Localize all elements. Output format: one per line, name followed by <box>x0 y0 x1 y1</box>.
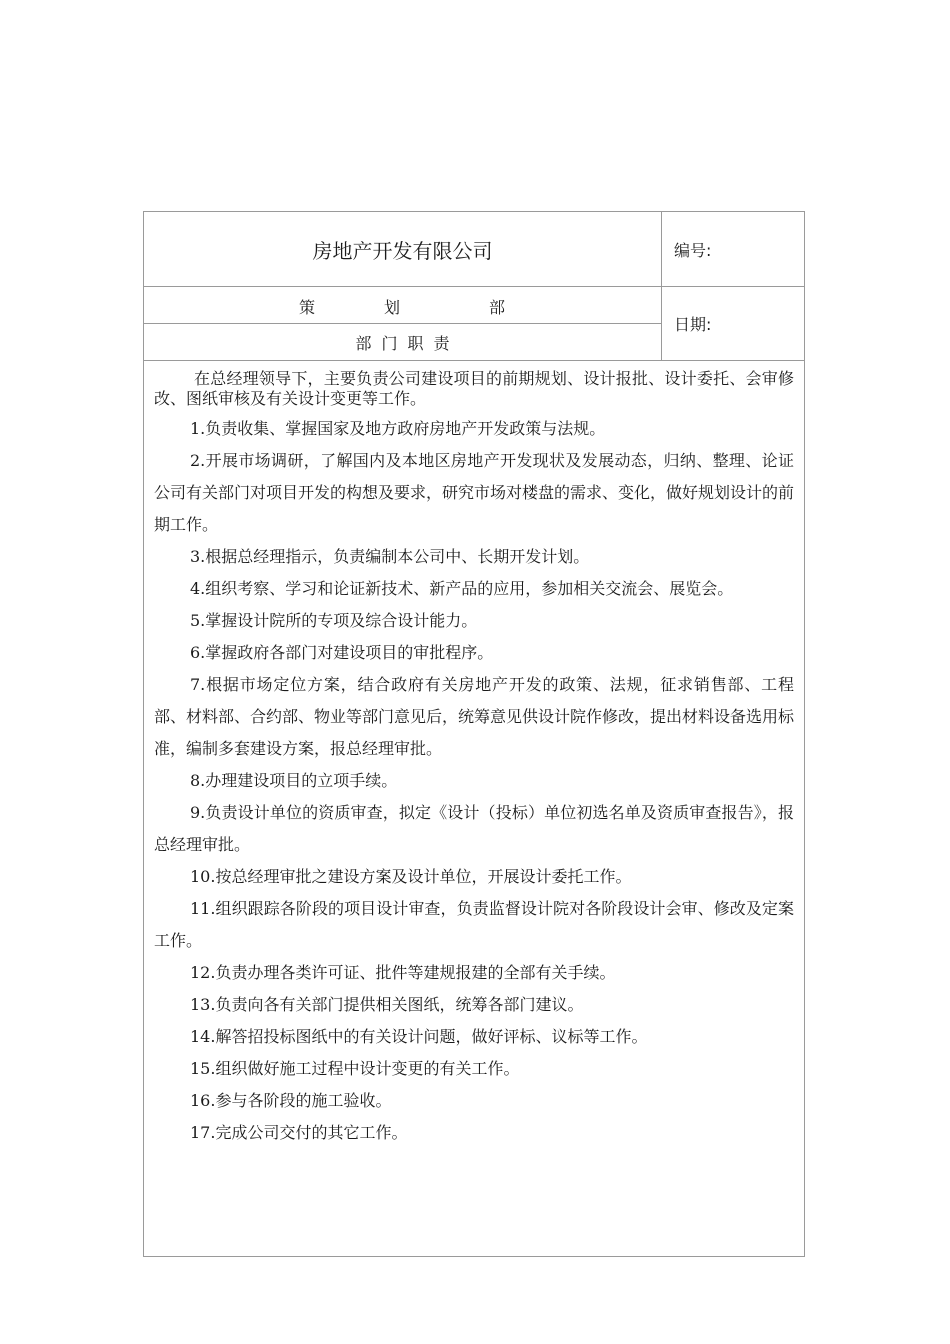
duty-item: 11.组织跟踪各阶段的项目设计审查，负责监督设计院对各阶段设计会审、修改及定案工作。 <box>154 899 794 950</box>
duty-item: 5.掌握设计院所的专项及综合设计能力。 <box>190 611 478 630</box>
duty-title: 部门职责 <box>144 324 662 361</box>
company-name: 房地产开发有限公司 <box>144 212 662 287</box>
duty-item: 7.根据市场定位方案，结合政府有关房地产开发的政策、法规，征求销售部、工程部、材料部、合约部、物业等部门意见后，统筹意见供设计院作修改，提出材料设备选用标准，编制多套建设方案，报总经理审批。 <box>154 675 795 758</box>
duty-item: 8.办理建设项目的立项手续。 <box>190 771 398 790</box>
intro-paragraph: 在总经理领导下，主要负责公司建设项目的前期规划、设计报批、设计委托、会审修改、图纸审核及有关设计变更等工作。 <box>154 369 794 408</box>
duty-item: 10.按总经理审批之建设方案及设计单位，开展设计委托工作。 <box>190 867 632 886</box>
duty-item: 3.根据总经理指示，负责编制本公司中、长期开发计划。 <box>190 547 590 566</box>
duty-item: 17.完成公司交付的其它工作。 <box>190 1123 408 1142</box>
department-char: 部 <box>489 298 506 317</box>
duty-content <box>144 361 804 1149</box>
duty-item: 12.负责办理各类许可证、批件等建规报建的全部有关手续。 <box>190 963 616 982</box>
duty-item: 2.开展市场调研，了解国内及本地区房地产开发现状及发展动态，归纳、整理、论证公司有关部门对项目开发的构想及要求，研究市场对楼盘的需求、变化，做好规划设计的前期工作。 <box>154 451 795 534</box>
duty-item: 15.组织做好施工过程中设计变更的有关工作。 <box>190 1059 520 1078</box>
department-char: 策 <box>299 298 316 317</box>
duty-item: 14.解答招投标图纸中的有关设计问题，做好评标、议标等工作。 <box>190 1027 648 1046</box>
duty-item: 1.负责收集、掌握国家及地方政府房地产开发政策与法规。 <box>190 419 606 438</box>
duty-item: 13.负责向各有关部门提供相关图纸，统筹各部门建议。 <box>190 995 584 1014</box>
number-label: 编号: <box>662 212 804 287</box>
duty-item: 9.负责设计单位的资质审查，拟定《设计（投标）单位初选名单及资质审查报告》，报总经理审批。 <box>154 803 794 854</box>
duty-item: 16.参与各阶段的施工验收。 <box>190 1091 392 1110</box>
department-char: 划 <box>384 298 401 317</box>
date-label: 日期: <box>662 287 804 361</box>
duty-item: 4.组织考察、学习和论证新技术、新产品的应用，参加相关交流会、展览会。 <box>190 579 734 598</box>
duty-form <box>143 211 805 1257</box>
department-name <box>144 287 662 324</box>
duty-item: 6.掌握政府各部门对建设项目的审批程序。 <box>190 643 494 662</box>
